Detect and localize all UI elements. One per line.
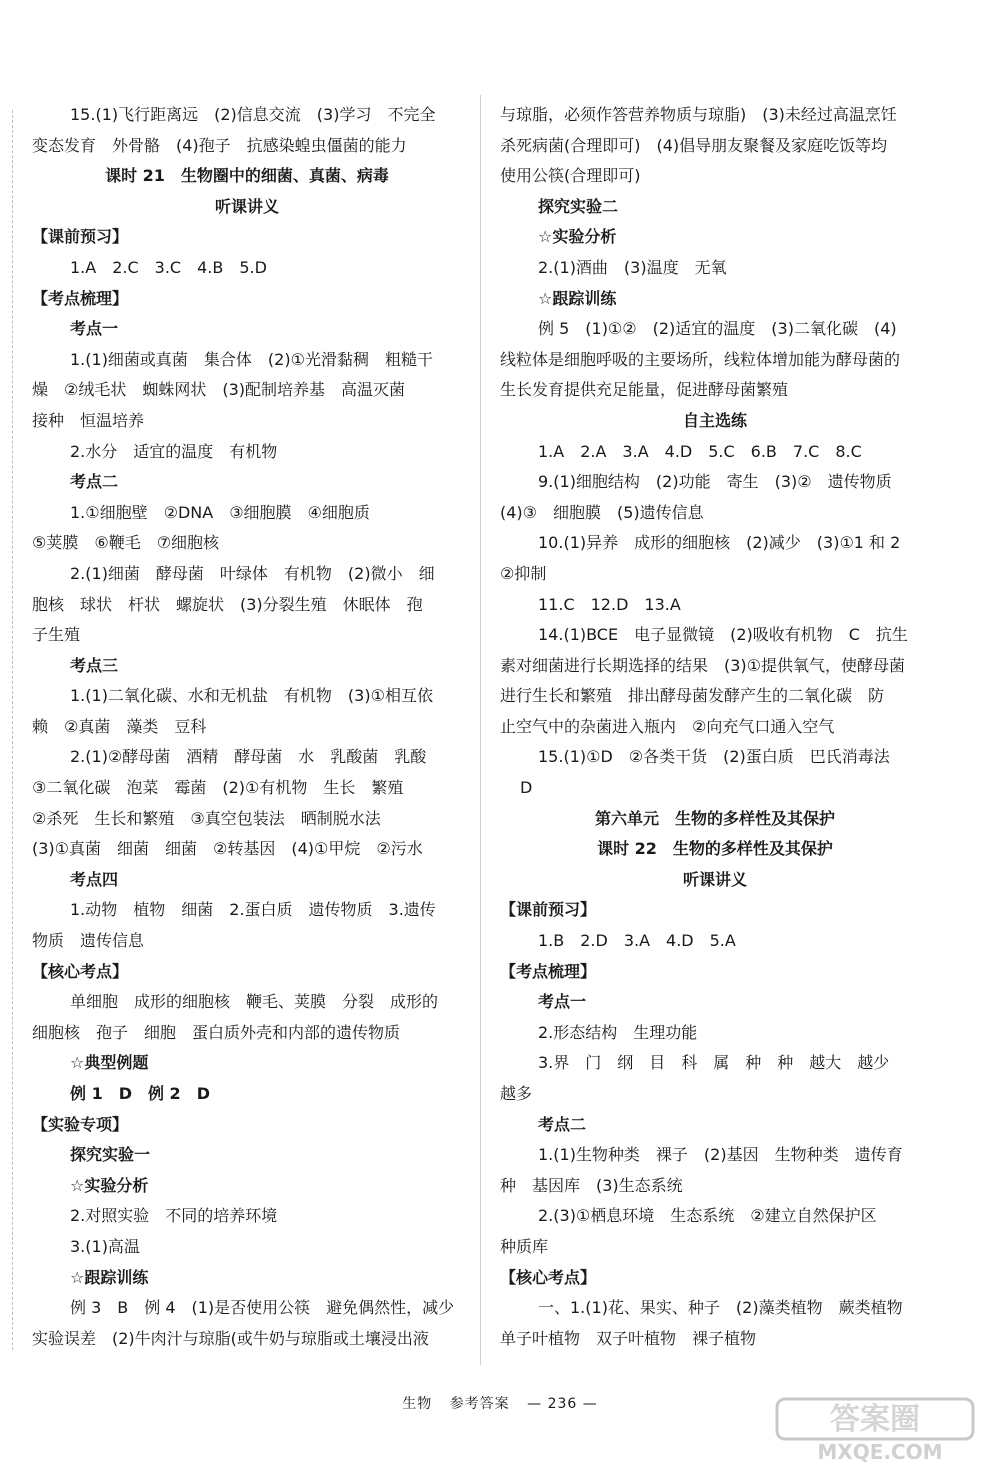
watermark-logo	[775, 1395, 985, 1465]
left-column-line: 实验误差 (2)牛肉汁与琼脂(或牛奶与琼脂或土壤浸出液	[32, 1328, 429, 1348]
right-column-line: 线粒体是细胞呼吸的主要场所，线粒体增加能为酵母菌的	[500, 349, 901, 369]
left-column-line: (3)①真菌 细菌 细菌 ②转基因 (4)①甲烷 ②污水	[32, 839, 423, 859]
right-column-line: D	[520, 778, 533, 798]
left-column-line: 考点二	[70, 472, 119, 492]
left-column-line: 2.(1)②酵母菌 酒精 酵母菌 水 乳酸菌 乳酸	[70, 747, 427, 767]
right-column-line: 一、1.(1)花、果实、种子 (2)藻类植物 蕨类植物	[538, 1298, 903, 1318]
right-column-line: (4)③ 细胞膜 (5)遗传信息	[500, 502, 704, 522]
left-column-line: 听课讲义	[214, 196, 279, 216]
binding-margin	[12, 110, 13, 1350]
left-column-line: 探究实验一	[70, 1145, 151, 1165]
right-column-line: 越多	[500, 1084, 533, 1103]
left-column-line: 考点一	[70, 319, 119, 339]
right-column-line: 【考点梳理】	[500, 961, 597, 981]
left-column-line: 2.对照实验 不同的培养环境	[70, 1206, 278, 1226]
right-column-line: 2.形态结构 生理功能	[538, 1022, 698, 1042]
right-column-line: 考点二	[538, 1114, 587, 1134]
right-column-line: 单子叶植物 双子叶植物 裸子植物	[500, 1328, 757, 1348]
right-column-line: 第六单元 生物的多样性及其保护	[594, 808, 835, 828]
left-column-line: 考点四	[70, 869, 119, 889]
left-column-line: ②杀死 生长和繁殖 ③真空包装法 晒制脱水法	[32, 808, 381, 828]
left-column-line: 赖 ②真菌 藻类 豆科	[32, 716, 207, 736]
left-column-line: ☆典型例题	[70, 1053, 149, 1073]
left-column-line: ☆实验分析	[70, 1175, 149, 1195]
footer-section: 参考答案	[449, 1396, 510, 1412]
left-column-line: ☆跟踪训练	[70, 1267, 149, 1287]
left-column-line: 【核心考点】	[32, 961, 129, 981]
right-column-line: 种质库	[500, 1236, 549, 1256]
watermark-url: MXQE.COM	[817, 1440, 943, 1464]
right-column-line: 9.(1)细胞结构 (2)功能 寄生 (3)② 遗传物质	[538, 472, 892, 492]
left-column-line: 细胞核 孢子 细胞 蛋白质外壳和内部的遗传物质	[32, 1022, 401, 1042]
right-column-line: 例 5 (1)①② (2)适宜的温度 (3)二氧化碳 (4)	[538, 319, 897, 339]
left-column-line: 【课前预习】	[32, 227, 129, 247]
right-column-line: 止空气中的杂菌进入瓶内 ②向充气口通入空气	[500, 716, 835, 736]
right-column-line: 2.(3)①栖息环境 生态系统 ②建立自然保护区	[538, 1206, 877, 1226]
right-column-line: 2.(1)酒曲 (3)温度 无氧	[538, 257, 727, 277]
left-column-line: ⑤荚膜 ⑥鞭毛 ⑦细胞核	[32, 533, 220, 553]
left-column-line: 变态发育 外骨骼 (4)孢子 抗感染蝗虫僵菌的能力	[32, 135, 407, 155]
right-column-line: 使用公筷(合理即可)	[500, 166, 641, 186]
left-column-line: 1.(1)细菌或真菌 集合体 (2)①光滑黏稠 粗糙干	[70, 349, 433, 369]
left-column-line: 【实验专项】	[32, 1114, 129, 1134]
right-column-line: 听课讲义	[682, 869, 747, 889]
right-column	[500, 100, 930, 1354]
left-column-line: 单细胞 成形的细胞核 鞭毛、荚膜 分裂 成形的	[70, 992, 439, 1012]
left-column-line: 1.A 2.C 3.C 4.B 5.D	[70, 257, 267, 277]
left-column-line: 1.①细胞壁 ②DNA ③细胞膜 ④细胞质	[70, 502, 370, 522]
right-column-line: 杀死病菌(合理即可) (4)倡导朋友聚餐及家庭吃饭等均	[500, 135, 888, 155]
left-column-line: 15.(1)飞行距离远 (2)信息交流 (3)学习 不完全	[70, 105, 436, 124]
right-column-line: 3.界 门 纲 目 科 属 种 种 越大 越少	[538, 1053, 890, 1073]
left-column-line: 接种 恒温培养	[32, 410, 145, 430]
footer-subject: 生物	[402, 1396, 433, 1412]
right-column-line: 进行生长和繁殖 排出酵母菌发酵产生的二氧化碳 防	[500, 686, 885, 706]
left-column-line: 例 1 D 例 2 D	[70, 1084, 210, 1103]
left-column-line: 物质 遗传信息	[32, 931, 145, 951]
left-column-line: 考点三	[70, 655, 119, 675]
right-column-line: ②抑制	[500, 563, 547, 583]
left-column-line: 课时 21 生物圈中的细菌、真菌、病毒	[105, 166, 389, 186]
right-column-line: 与琼脂，必须作答营养物质与琼脂) (3)未经过高温烹饪	[500, 105, 897, 124]
right-column-line: ☆跟踪训练	[538, 288, 617, 308]
left-column-line: 【考点梳理】	[32, 288, 129, 308]
watermark-text: 答案圈	[830, 1402, 920, 1437]
page-number: — 236 —	[527, 1396, 598, 1412]
left-column-line: 燥 ②绒毛状 蜘蛛网状 (3)配制培养基 高温灭菌	[32, 380, 406, 400]
right-column-line: 【核心考点】	[500, 1267, 597, 1287]
left-column-line: 2.水分 适宜的温度 有机物	[70, 441, 278, 461]
right-column-line: 种 基因库 (3)生态系统	[500, 1175, 683, 1195]
left-column-line: 3.(1)高温	[70, 1236, 140, 1256]
right-column-line: 11.C 12.D 13.A	[538, 594, 681, 614]
left-column-line: 子生殖	[32, 625, 81, 645]
right-column-line: 考点一	[538, 992, 587, 1012]
right-column-line: 10.(1)异养 成形的细胞核 (2)减少 (3)①1 和 2	[538, 533, 901, 553]
right-column-line: 1.(1)生物种类 裸子 (2)基因 生物种类 遗传育	[538, 1145, 903, 1165]
right-column-line: 【课前预习】	[500, 900, 597, 920]
right-column-line: 探究实验二	[538, 196, 619, 216]
right-column-line: 1.B 2.D 3.A 4.D 5.A	[538, 931, 736, 951]
right-column-line: 15.(1)①D ②各类干货 (2)蛋白质 巴氏消毒法	[538, 747, 890, 767]
right-column-line: 素对细菌进行长期选择的结果 (3)①提供氧气，使酵母菌	[500, 655, 906, 675]
right-column-line: 14.(1)BCE 电子显微镜 (2)吸收有机物 C 抗生	[538, 625, 908, 645]
column-divider	[480, 95, 481, 1365]
right-column-line: 生长发育提供充足能量，促进酵母菌繁殖	[500, 380, 789, 400]
left-column-line: 例 3 B 例 4 (1)是否使用公筷 避免偶然性，减少	[70, 1298, 455, 1318]
left-column-line: 1.(1)二氧化碳、水和无机盐 有机物 (3)①相互依	[70, 686, 433, 706]
left-column-line: 2.(1)细菌 酵母菌 叶绿体 有机物 (2)微小 细	[70, 563, 435, 583]
right-column-line: 课时 22 生物的多样性及其保护	[597, 839, 833, 859]
left-column	[32, 100, 462, 1354]
left-column-line: ③二氧化碳 泡菜 霉菌 (2)①有机物 生长 繁殖	[32, 778, 404, 798]
right-column-line: ☆实验分析	[538, 227, 617, 247]
left-column-line: 胞核 球状 杆状 螺旋状 (3)分裂生殖 休眠体 孢	[32, 594, 423, 614]
left-column-line: 1.动物 植物 细菌 2.蛋白质 遗传物质 3.遗传	[70, 900, 436, 920]
right-column-line: 自主选练	[682, 410, 747, 430]
right-column-line: 1.A 2.A 3.A 4.D 5.C 6.B 7.C 8.C	[538, 441, 862, 461]
